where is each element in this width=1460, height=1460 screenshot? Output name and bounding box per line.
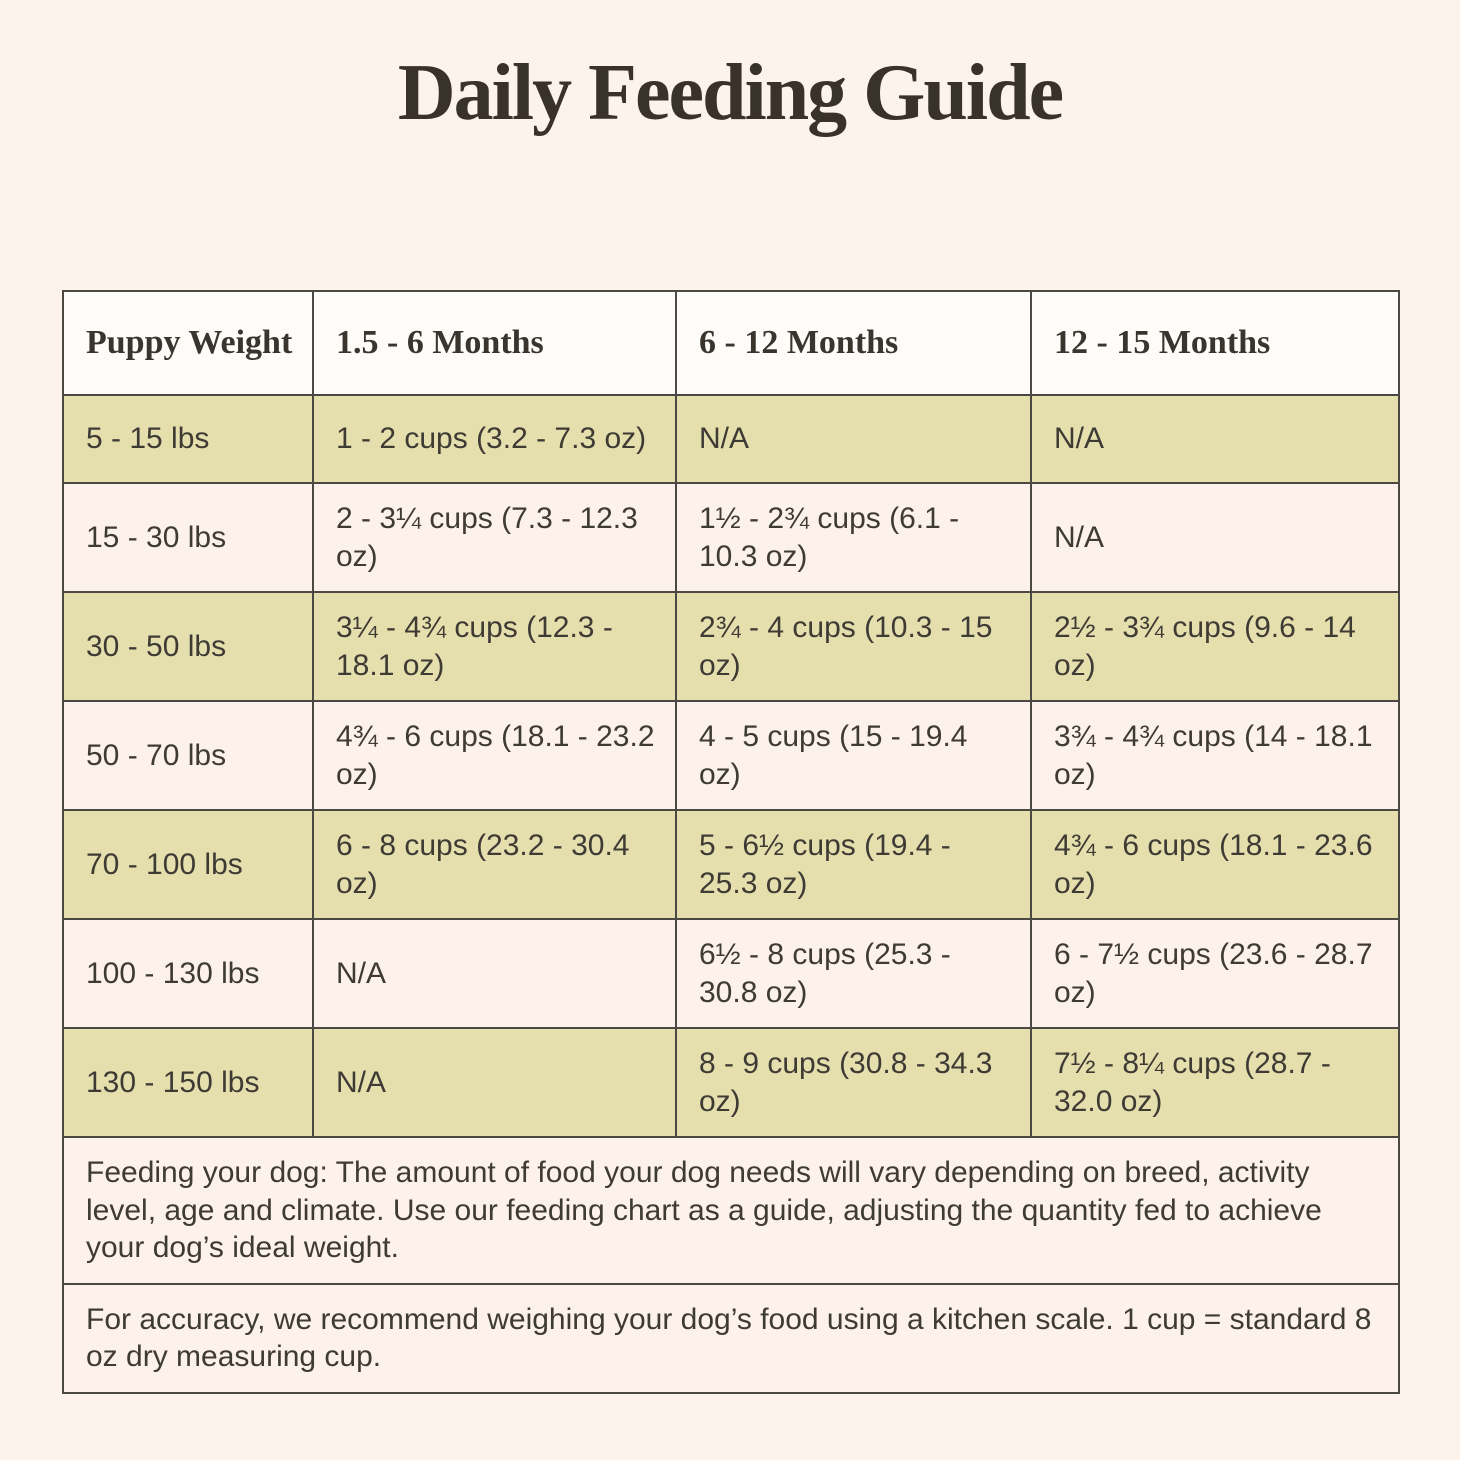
table-row — [63, 483, 1399, 592]
table-row — [63, 701, 1399, 810]
feeding-guide-table — [62, 290, 1400, 1394]
table-cell: 6 - 7½ cups (23.6 - 28.7 oz) — [1031, 919, 1399, 1028]
column-header-12-15-months: 12 - 15 Months — [1031, 291, 1399, 395]
table-cell: 4 - 5 cups (15 - 19.4 oz) — [676, 701, 1031, 810]
table-cell-weight: 130 - 150 lbs — [63, 1028, 313, 1137]
table-cell-weight: 50 - 70 lbs — [63, 701, 313, 810]
column-header-6-12-months: 6 - 12 Months — [676, 291, 1031, 395]
table-cell-weight: 5 - 15 lbs — [63, 395, 313, 483]
note-accuracy-text: For accuracy, we recommend weighing your dog’s food using a kitchen scale. 1 cup = standard 8 oz dry measuring cup. — [63, 1284, 1399, 1393]
table-cell: 1½ - 2¾ cups (6.1 - 10.3 oz) — [676, 483, 1031, 592]
table-cell: 2¾ - 4 cups (10.3 - 15 oz) — [676, 592, 1031, 701]
column-header-puppy-weight: Puppy Weight — [63, 291, 313, 395]
table-cell: 6 - 8 cups (23.2 - 30.4 oz) — [313, 810, 676, 919]
table-cell: 3¼ - 4¾ cups (12.3 - 18.1 oz) — [313, 592, 676, 701]
table-cell: N/A — [676, 395, 1031, 483]
table-cell: 8 - 9 cups (30.8 - 34.3 oz) — [676, 1028, 1031, 1137]
table-cell: N/A — [1031, 395, 1399, 483]
page-title: Daily Feeding Guide — [397, 49, 1063, 137]
table-cell: N/A — [313, 919, 676, 1028]
table-cell: N/A — [313, 1028, 676, 1137]
table-cell: 4¾ - 6 cups (18.1 - 23.6 oz) — [1031, 810, 1399, 919]
table-cell: N/A — [1031, 483, 1399, 592]
table-cell: 2 - 3¼ cups (7.3 - 12.3 oz) — [313, 483, 676, 592]
table-cell-weight: 15 - 30 lbs — [63, 483, 313, 592]
table-row — [63, 592, 1399, 701]
table-row — [63, 919, 1399, 1028]
table-cell: 5 - 6½ cups (19.4 - 25.3 oz) — [676, 810, 1031, 919]
note-row-feeding — [63, 1137, 1399, 1284]
table-cell: 4¾ - 6 cups (18.1 - 23.2 oz) — [313, 701, 676, 810]
table-cell: 7½ - 8¼ cups (28.7 - 32.0 oz) — [1031, 1028, 1399, 1137]
table-header-row — [63, 291, 1399, 395]
table-cell-weight: 100 - 130 lbs — [63, 919, 313, 1028]
table-cell: 1 - 2 cups (3.2 - 7.3 oz) — [313, 395, 676, 483]
table-cell: 2½ - 3¾ cups (9.6 - 14 oz) — [1031, 592, 1399, 701]
table-row — [63, 1028, 1399, 1137]
table-cell: 3¾ - 4¾ cups (14 - 18.1 oz) — [1031, 701, 1399, 810]
table-cell-weight: 30 - 50 lbs — [63, 592, 313, 701]
note-feeding-text: Feeding your dog: The amount of food your dog needs will vary depending on breed, activity level, age and climate. Use our feeding chart as a guide, adjusting the quantity fed to achieve your dog’s ideal weight. — [63, 1137, 1399, 1284]
column-header-1-5-6-months: 1.5 - 6 Months — [313, 291, 676, 395]
table-cell: 6½ - 8 cups (25.3 - 30.8 oz) — [676, 919, 1031, 1028]
table-row — [63, 395, 1399, 483]
note-row-accuracy — [63, 1284, 1399, 1393]
table-cell-weight: 70 - 100 lbs — [63, 810, 313, 919]
table-row — [63, 810, 1399, 919]
